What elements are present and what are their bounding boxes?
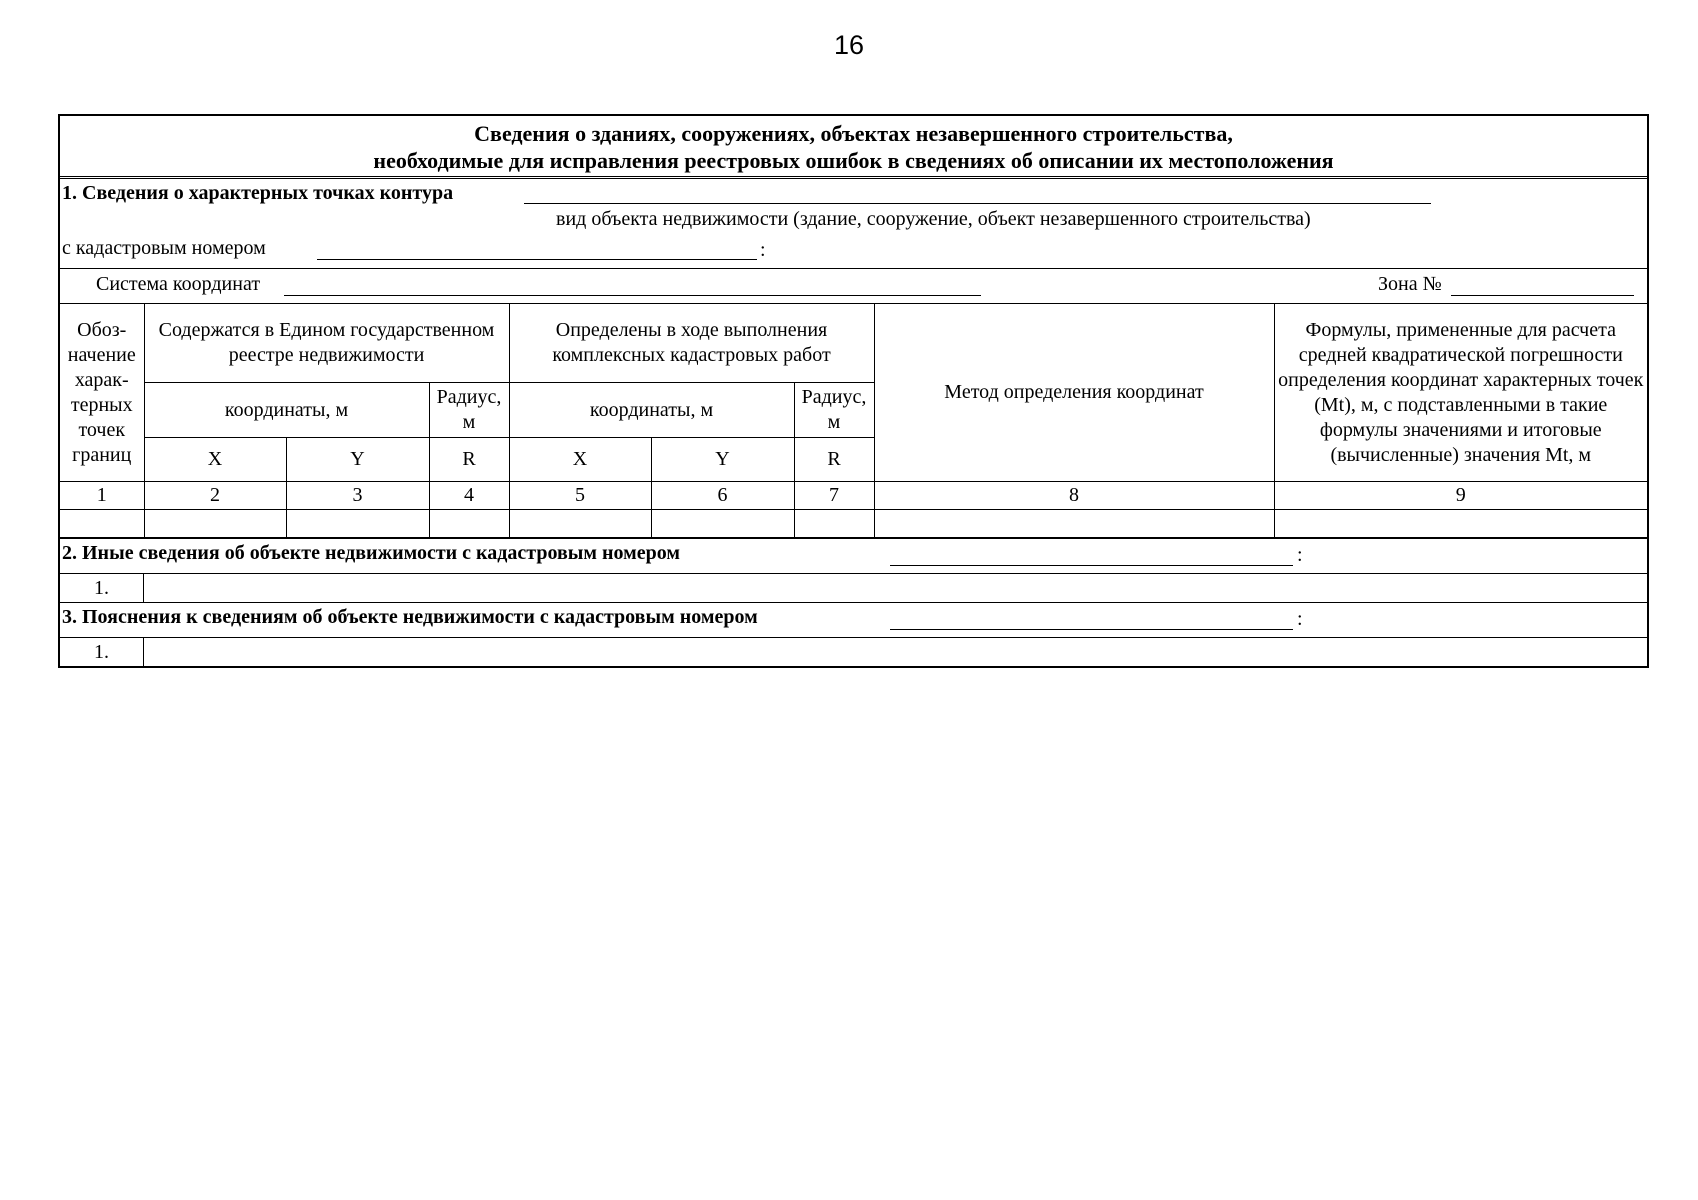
section3-item-field[interactable] (144, 638, 1647, 666)
coordinate-system-row (60, 269, 1647, 304)
table-cell[interactable] (794, 510, 874, 538)
table-cell[interactable] (874, 510, 1274, 538)
coordinate-system-label: Система координат (96, 273, 261, 295)
egrn-r-header: R (429, 438, 509, 482)
section1-header (60, 179, 1647, 269)
table-cell[interactable] (60, 510, 144, 538)
section3-cadastral-input-line[interactable] (890, 629, 1293, 630)
kkr-x-header: X (509, 438, 651, 482)
section2-item-row (60, 574, 1647, 602)
column-number: 3 (286, 482, 429, 510)
kkr-coords-header: координаты, м (509, 383, 794, 438)
cadastral-number-input-line[interactable] (317, 259, 757, 260)
kkr-radius-header: Радиус, м (794, 383, 874, 438)
formula-header: Формулы, примененные для расчета средней квадратической погрешности определения координат характерных точек (Mt), м, с подставленными в такие формулы значениями и итоговые (вычисленные) значения Mt, м (1274, 304, 1647, 482)
section3-label: 3. Пояснения к сведениям об объекте недвижимости с кадастровым номером (62, 606, 758, 628)
section3-item-row (60, 638, 1647, 666)
column-number-row (60, 482, 1647, 510)
egrn-x-header: X (144, 438, 286, 482)
table-cell[interactable] (1274, 510, 1647, 538)
section1-label: 1. Сведения о характерных точках контура (62, 182, 454, 204)
zone-input-line[interactable] (1451, 295, 1634, 296)
section2-label: 2. Иные сведения об объекте недвижимости с кадастровым номером (62, 542, 681, 564)
cadastral-number-colon: : (760, 239, 766, 261)
object-type-hint: вид объекта недвижимости (здание, сооружение, объект незавершенного строительства) (556, 208, 1311, 230)
object-type-input-line[interactable] (524, 203, 1431, 204)
table-row (60, 510, 1647, 538)
form-title-line1: Сведения о зданиях, сооружениях, объектах незавершенного строительства, (474, 121, 1233, 146)
cadastral-form (58, 114, 1649, 668)
column-number: 9 (1274, 482, 1647, 510)
zone-label: Зона № (1378, 273, 1442, 295)
column-number: 6 (651, 482, 794, 510)
egrn-coords-header: координаты, м (144, 383, 429, 438)
table-cell[interactable] (509, 510, 651, 538)
column-number: 2 (144, 482, 286, 510)
column-number: 4 (429, 482, 509, 510)
table-cell[interactable] (651, 510, 794, 538)
section2-cadastral-input-line[interactable] (890, 565, 1293, 566)
section2-item-number: 1. (60, 574, 144, 602)
column-number: 1 (60, 482, 144, 510)
kkr-header: Определены в ходе выполнения комплексных кадастровых работ (509, 304, 874, 383)
section2-header (60, 538, 1647, 574)
page-number: 16 (833, 30, 865, 60)
table-cell[interactable] (144, 510, 286, 538)
method-header: Метод определения координат (874, 304, 1274, 482)
column-number: 5 (509, 482, 651, 510)
form-title-line2: необходимые для исправления реестровых ошибок в сведениях об описании их местоположения (373, 148, 1334, 173)
egrn-header: Содержатся в Едином государственном реестре недвижимости (144, 304, 509, 383)
section3-item-number: 1. (60, 638, 144, 666)
form-title (60, 116, 1647, 179)
kkr-y-header: Y (651, 438, 794, 482)
table-cell[interactable] (286, 510, 429, 538)
section3-header (60, 602, 1647, 638)
kkr-r-header: R (794, 438, 874, 482)
column-number: 7 (794, 482, 874, 510)
point-designation-header: Обоз- начение харак- терных точек границ (60, 304, 144, 482)
column-number: 8 (874, 482, 1274, 510)
coordinate-system-input-line[interactable] (284, 295, 981, 296)
egrn-radius-header: Радиус, м (429, 383, 509, 438)
egrn-y-header: Y (286, 438, 429, 482)
table-cell[interactable] (429, 510, 509, 538)
section2-item-field[interactable] (144, 574, 1647, 602)
cadastral-number-label: с кадастровым номером (62, 237, 266, 259)
section3-colon: : (1297, 608, 1303, 630)
characteristic-points-table (60, 304, 1647, 538)
section2-colon: : (1297, 544, 1303, 566)
